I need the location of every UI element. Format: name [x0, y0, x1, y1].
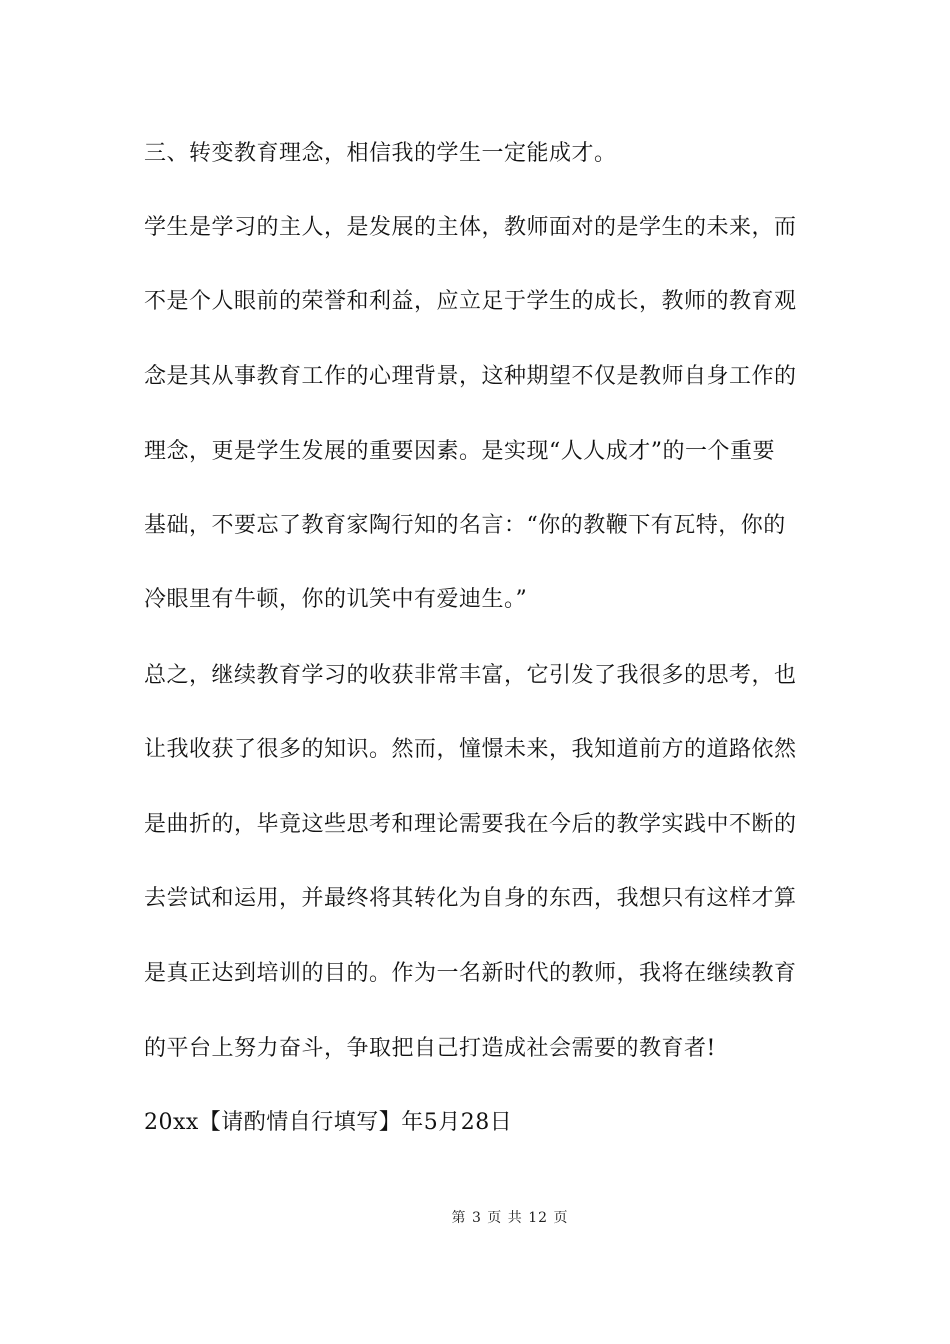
text-line: 让我收获了很多的知识。然而，憧憬未来，我知道前方的道路依然	[144, 737, 797, 762]
text-line: 学生是学习的主人，是发展的主体，教师面对的是学生的未来，而	[144, 215, 797, 240]
text-line: 基础，不要忘了教育家陶行知的名言：“你的教鞭下有瓦特，你的	[144, 513, 786, 538]
text-line: 总之，继续教育学习的收获非常丰富，它引发了我很多的思考，也	[144, 663, 797, 688]
text-line: 去尝试和运用，并最终将其转化为自身的东西，我想只有这样才算	[144, 886, 797, 911]
text-line: 念是其从事教育工作的心理背景，这种期望不仅是教师自身工作的	[144, 364, 797, 389]
date-line: 20xx【请酌情自行填写】年5月28日	[144, 1110, 513, 1135]
text-line: 不是个人眼前的荣誉和利益，应立足于学生的成长，教师的教育观	[144, 289, 797, 314]
text-line: 理念，更是学生发展的重要因素。是实现“人人成才”的一个重要	[144, 439, 775, 464]
text-line: 的平台上努力奋斗，争取把自己打造成社会需要的教育者!	[144, 1036, 716, 1061]
page-number-footer: 第 3 页 共 12 页	[451, 1210, 569, 1226]
section-heading: 三、转变教育理念，相信我的学生一定能成才。	[144, 141, 617, 166]
text-line: 冷眼里有牛顿，你的讥笑中有爱迪生。”	[144, 587, 528, 612]
text-line: 是真正达到培训的目的。作为一名新时代的教师，我将在继续教育	[144, 961, 797, 986]
text-line: 是曲折的，毕竟这些思考和理论需要我在今后的教学实践中不断的	[144, 812, 797, 837]
